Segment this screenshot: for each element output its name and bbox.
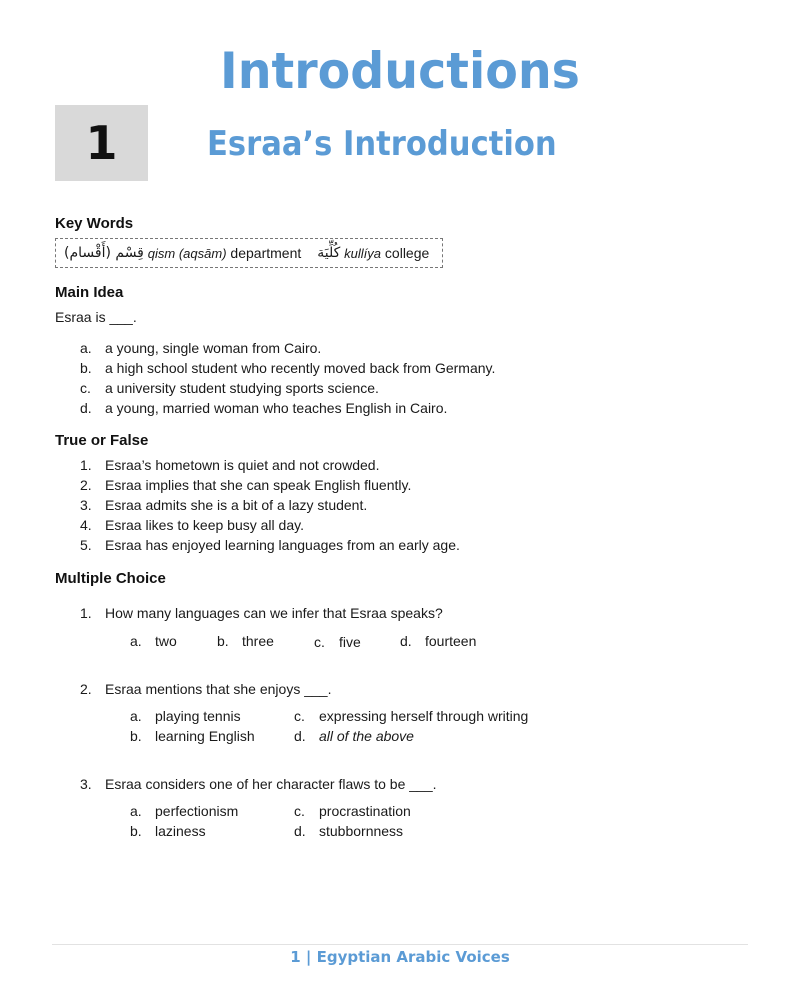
footer-divider (52, 944, 748, 945)
chapter-subtitle: Esraa’s Introduction (207, 124, 557, 164)
keyword-transliteration: qism (aqsām) (147, 245, 227, 261)
keyword-arabic: كُلِّيَة (317, 245, 341, 261)
multiple-choice-heading: Multiple Choice (55, 570, 166, 587)
main-idea-prompt: Esraa is ___. (55, 309, 137, 325)
keyword-transliteration: kullíya (344, 245, 382, 261)
chapter-number-box (55, 105, 148, 181)
key-words-box (55, 238, 443, 268)
true-false-heading: True or False (55, 432, 149, 449)
key-words-heading: Key Words (55, 215, 134, 232)
page-title: Introductions (220, 42, 580, 100)
keyword-arabic: قِسْم (أَقْسام) (64, 245, 144, 261)
keyword-meaning: department (230, 245, 302, 261)
page-footer: 1 | Egyptian Arabic Voices (290, 948, 510, 966)
keyword-meaning: college (384, 245, 430, 261)
chapter-number: 1 (85, 116, 118, 170)
main-idea-heading: Main Idea (55, 284, 124, 301)
